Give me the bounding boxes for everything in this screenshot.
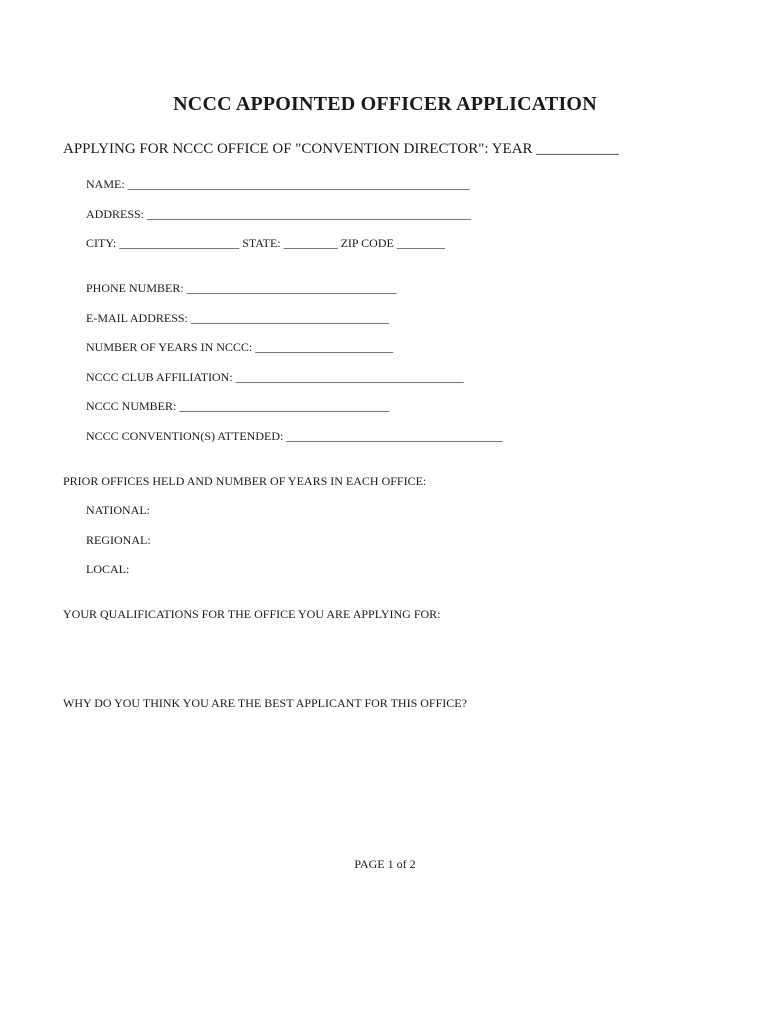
club-affiliation-field[interactable]: NCCC CLUB AFFILIATION: ______________________________________ [86, 370, 464, 384]
years-in-nccc-field[interactable]: NUMBER OF YEARS IN NCCC: _______________________ [86, 340, 394, 354]
why-best-question: WHY DO YOU THINK YOU ARE THE BEST APPLICANT FOR THIS OFFICE? [63, 696, 467, 710]
prior-offices-heading: PRIOR OFFICES HELD AND NUMBER OF YEARS IN EACH OFFICE: [63, 474, 427, 488]
phone-number-field[interactable]: PHONE NUMBER: ___________________________________ [86, 281, 397, 295]
email-address-field[interactable]: E-MAIL ADDRESS: _________________________________ [86, 311, 389, 325]
nccc-number-field[interactable]: NCCC NUMBER: ___________________________________ [86, 399, 390, 413]
city-state-zip-field[interactable]: CITY: ____________________ STATE: _________ ZIP CODE ________ [86, 236, 445, 250]
name-field[interactable]: NAME: _________________________________________________________ [86, 177, 470, 191]
qualifications-question: YOUR QUALIFICATIONS FOR THE OFFICE YOU ARE APPLYING FOR: [63, 607, 441, 621]
address-field[interactable]: ADDRESS: ______________________________________________________ [86, 207, 472, 221]
applying-for-line[interactable]: APPLYING FOR NCCC OFFICE OF "CONVENTION DIRECTOR": YEAR ___________ [63, 141, 619, 157]
prior-office-national[interactable]: NATIONAL: [86, 503, 150, 517]
page-number: PAGE 1 of 2 [354, 857, 416, 871]
page-title: NCCC APPOINTED OFFICER APPLICATION [173, 93, 597, 115]
prior-office-regional[interactable]: REGIONAL: [86, 533, 151, 547]
conventions-attended-field[interactable]: NCCC CONVENTION(S) ATTENDED: ____________________________________ [86, 429, 503, 443]
prior-office-local[interactable]: LOCAL: [86, 562, 130, 576]
